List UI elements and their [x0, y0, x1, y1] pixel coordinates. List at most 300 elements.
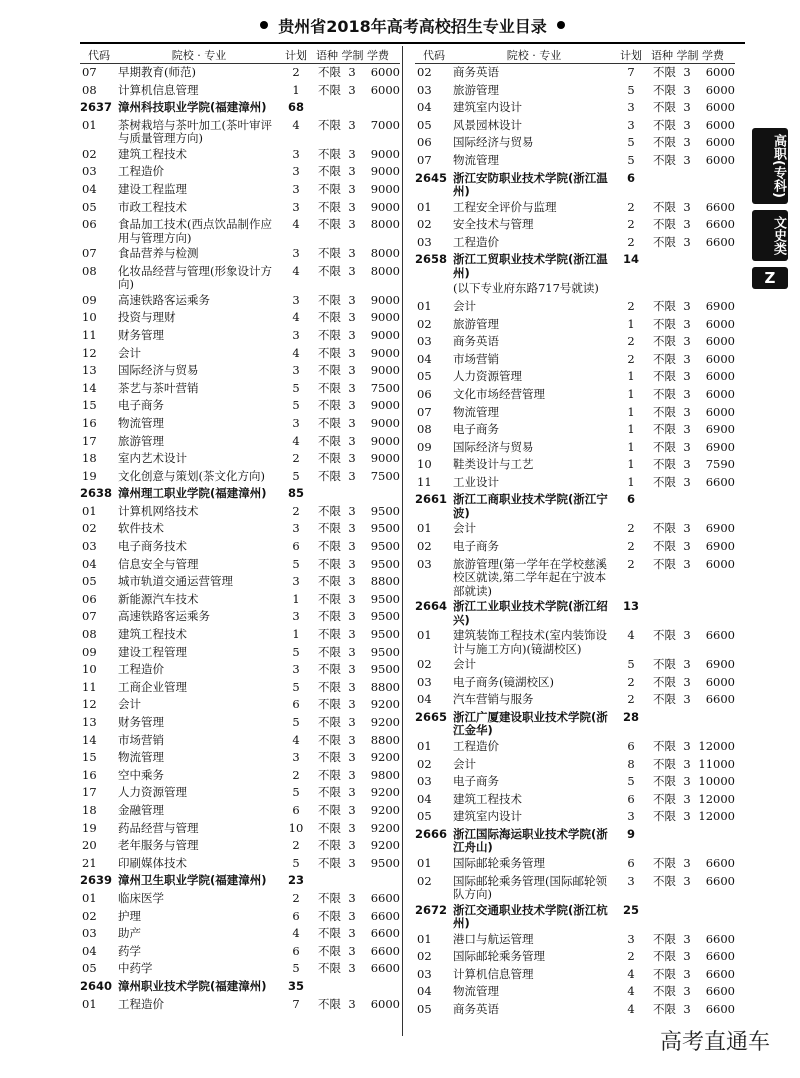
cell-fee: 8800	[370, 574, 400, 589]
cell-code: 10	[417, 457, 432, 472]
cell-plan: 23	[287, 873, 304, 888]
cell-name: 文化创意与策划(茶文化方向)	[118, 468, 265, 483]
cell-lang: 不限	[653, 931, 676, 946]
cell-plan: 2	[627, 351, 635, 366]
table-row	[80, 960, 400, 978]
table-row	[415, 333, 735, 351]
cell-name: 建设工程管理	[118, 644, 187, 659]
cell-plan: 6	[626, 492, 635, 507]
header-plan: 计划	[620, 48, 642, 62]
cell-years: 3	[683, 521, 691, 536]
cell-code: 05	[82, 199, 97, 214]
cell-years: 3	[348, 292, 356, 307]
cell-name: 国际邮轮乘务管理	[453, 855, 545, 870]
table-row	[80, 163, 400, 181]
cell-code: 2664	[415, 599, 448, 614]
cell-name: 化妆品经营与管理(形象设计方向)	[118, 263, 272, 292]
cell-plan: 5	[292, 644, 300, 659]
cell-plan: 6	[627, 855, 635, 870]
tab-vocational: 高职(专科)	[752, 128, 788, 204]
cell-years: 3	[348, 539, 356, 554]
cell-plan: 2	[627, 234, 635, 249]
table-row	[80, 573, 400, 591]
cell-fee: 6900	[705, 422, 735, 437]
cell-fee: 6600	[705, 234, 735, 249]
cell-code: 04	[417, 984, 432, 999]
table-row	[415, 756, 735, 774]
cell-lang: 不限	[653, 117, 676, 132]
cell-fee: 9200	[370, 715, 400, 729]
cell-lang: 不限	[318, 926, 341, 941]
cell-years: 3	[683, 439, 691, 454]
table-row	[80, 263, 400, 292]
cell-name: 国际经济与贸易	[453, 135, 534, 150]
cell-fee: 6600	[705, 873, 735, 888]
cell-fee: 9500	[370, 591, 400, 606]
cell-lang: 不限	[653, 439, 676, 454]
table-row	[80, 784, 400, 802]
cell-lang: 不限	[318, 65, 341, 79]
cell-fee: 6000	[705, 556, 735, 571]
cell-name: 风景园林设计	[453, 117, 522, 132]
cell-years: 3	[348, 363, 356, 378]
note-row	[415, 280, 735, 298]
header-meta: 语种 学制 学费	[651, 48, 724, 62]
cell-fee: 6900	[705, 657, 735, 672]
cell-years: 3	[683, 539, 691, 554]
cell-name: 安全技术与管理	[453, 217, 534, 232]
cell-lang: 不限	[653, 774, 676, 789]
cell-code: 14	[82, 732, 97, 747]
cell-name: 高速铁路客运乘务	[118, 292, 210, 307]
right-table-body	[415, 64, 735, 1018]
cell-lang: 不限	[653, 386, 676, 401]
cell-name: 工程造价	[118, 164, 164, 179]
cell-plan: 2	[627, 674, 635, 689]
cell-code: 03	[417, 82, 432, 97]
cell-name: 计算机网络技术	[118, 503, 199, 518]
cell-code: 12	[82, 697, 97, 712]
cell-plan: 3	[627, 809, 635, 824]
cell-plan: 3	[627, 931, 635, 946]
cell-name: 漳州卫生职业学院(福建漳州)	[118, 873, 267, 888]
cell-plan: 3	[292, 521, 300, 536]
cell-years: 3	[683, 774, 691, 789]
cell-plan: 3	[292, 164, 300, 179]
side-tabs	[752, 128, 792, 295]
cell-years: 3	[348, 662, 356, 677]
cell-plan: 6	[292, 697, 300, 712]
cell-fee: 6600	[705, 949, 735, 964]
cell-lang: 不限	[318, 732, 341, 747]
cell-code: 18	[82, 451, 97, 466]
cell-code: 19	[82, 468, 97, 483]
cell-code: 04	[82, 943, 97, 958]
cell-fee: 9500	[370, 627, 400, 642]
cell-years: 3	[683, 65, 691, 79]
table-row	[80, 433, 400, 451]
cell-lang: 不限	[318, 820, 341, 835]
cell-plan: 2	[627, 521, 635, 536]
cell-plan: 3	[627, 873, 635, 888]
cell-lang: 不限	[318, 890, 341, 905]
cell-plan: 1	[627, 422, 635, 437]
cell-years: 3	[348, 750, 356, 765]
table-row	[80, 837, 400, 855]
cell-fee: 9000	[370, 199, 400, 214]
cell-fee: 6000	[705, 152, 735, 167]
cell-name: 浙江广厦建设职业技术学院(浙江金华)	[453, 709, 608, 738]
cell-years: 3	[683, 756, 691, 771]
cell-name: 会计	[118, 697, 141, 712]
cell-code: 01	[82, 117, 97, 132]
cell-fee: 9000	[370, 327, 400, 342]
cell-plan: 4	[292, 117, 300, 132]
cell-fee: 8000	[370, 217, 400, 232]
cell-fee: 6000	[705, 674, 735, 689]
cell-years: 3	[683, 199, 691, 214]
cell-code: 07	[417, 152, 432, 167]
cell-years: 3	[348, 398, 356, 413]
cell-fee: 11000	[698, 756, 735, 771]
cell-plan: 8	[627, 756, 635, 771]
cell-years: 3	[348, 767, 356, 782]
table-row	[415, 656, 735, 674]
cell-plan: 7	[292, 996, 300, 1011]
cell-lang: 不限	[653, 756, 676, 771]
cell-lang: 不限	[653, 674, 676, 689]
cell-code: 09	[82, 292, 97, 307]
cell-name: 文化市场经营管理	[453, 386, 545, 401]
cell-name: 国际经济与贸易	[453, 439, 534, 454]
table-row	[80, 943, 400, 961]
table-row	[80, 468, 400, 486]
cell-lang: 不限	[653, 539, 676, 554]
cell-name: 旅游管理	[453, 82, 499, 97]
cell-plan: 2	[292, 767, 300, 782]
cell-fee: 6600	[705, 931, 735, 946]
cell-lang: 不限	[653, 135, 676, 150]
table-row	[80, 749, 400, 767]
table-row	[80, 767, 400, 785]
cell-name: 浙江国际海运职业技术学院(浙江舟山)	[453, 826, 608, 855]
cell-code: 05	[82, 961, 97, 976]
cell-name: 物流管理	[453, 152, 499, 167]
cell-lang: 不限	[318, 398, 341, 413]
cell-lang: 不限	[653, 474, 676, 489]
cell-code: 05	[417, 117, 432, 132]
cell-code: 21	[82, 855, 97, 870]
school-row	[415, 491, 735, 520]
cell-name: 电子商务	[453, 422, 499, 437]
cell-fee: 6000	[705, 100, 735, 115]
cell-code: 2661	[415, 492, 448, 507]
table-row	[415, 738, 735, 756]
cell-years: 3	[683, 457, 691, 472]
cell-name: 商务英语	[453, 334, 499, 349]
cell-fee: 12000	[698, 738, 735, 753]
table-row	[80, 199, 400, 217]
cell-lang: 不限	[318, 263, 341, 278]
cell-plan: 4	[292, 217, 300, 232]
cell-code: 01	[82, 503, 97, 518]
cell-years: 3	[683, 556, 691, 571]
cell-fee: 9000	[370, 292, 400, 307]
cell-code: 01	[417, 521, 432, 536]
cell-plan: 2	[292, 451, 300, 466]
cell-code: 20	[82, 838, 97, 853]
cell-code: 11	[82, 679, 97, 694]
cell-years: 3	[348, 926, 356, 941]
cell-lang: 不限	[318, 574, 341, 589]
cell-fee: 8000	[370, 263, 400, 278]
cell-name: 临床医学	[118, 890, 164, 905]
cell-fee: 9000	[370, 363, 400, 378]
cell-years: 3	[683, 234, 691, 249]
cell-lang: 不限	[318, 451, 341, 466]
cell-name: 电子商务	[453, 774, 499, 789]
school-row	[80, 978, 400, 996]
cell-years: 3	[348, 574, 356, 589]
cell-name: 汽车营销与服务	[453, 692, 534, 707]
cell-fee: 9000	[370, 310, 400, 325]
cell-name: 国际邮轮乘务管理(国际邮轮领队方向)	[453, 873, 607, 901]
cell-years: 3	[348, 627, 356, 642]
cell-fee: 9500	[370, 521, 400, 536]
table-row	[80, 362, 400, 380]
cell-fee: 7000	[370, 117, 400, 132]
table-row	[80, 216, 400, 245]
table-row	[415, 404, 735, 422]
cell-plan: 3	[292, 292, 300, 307]
table-row	[415, 234, 735, 252]
tab-liberal-arts: 文史类	[752, 210, 788, 261]
cell-lang: 不限	[318, 697, 341, 712]
cell-code: 02	[82, 521, 97, 536]
header-name: 院校 · 专业	[506, 48, 562, 62]
table-row	[415, 439, 735, 457]
cell-lang: 不限	[653, 65, 676, 79]
cell-code: 02	[417, 539, 432, 554]
cell-lang: 不限	[653, 217, 676, 232]
cell-lang: 不限	[318, 961, 341, 976]
cell-fee: 6000	[705, 316, 735, 331]
watermark: 高考直通车	[659, 1030, 770, 1055]
cell-plan: 2	[627, 217, 635, 232]
table-row	[80, 415, 400, 433]
cell-fee: 6900	[705, 439, 735, 454]
table-row	[415, 538, 735, 556]
cell-code: 12	[82, 345, 97, 360]
cell-code: 17	[82, 433, 97, 448]
cell-years: 3	[348, 996, 356, 1011]
cell-name: 会计	[453, 298, 476, 313]
cell-fee: 9200	[370, 785, 400, 800]
cell-code: 01	[417, 855, 432, 870]
cell-plan: 6	[627, 791, 635, 806]
cell-plan: 1	[627, 386, 635, 401]
cell-lang: 不限	[653, 82, 676, 97]
cell-plan: 2	[292, 890, 300, 905]
cell-plan: 6	[626, 170, 635, 185]
cell-code: 04	[82, 556, 97, 571]
cell-plan: 68	[287, 100, 304, 115]
cell-years: 3	[348, 556, 356, 571]
cell-years: 3	[348, 890, 356, 905]
cell-plan: 4	[627, 966, 635, 981]
cell-lang: 不限	[318, 539, 341, 554]
cell-lang: 不限	[318, 433, 341, 448]
table-row	[80, 520, 400, 538]
cell-code: 04	[417, 100, 432, 115]
cell-plan: 9	[626, 826, 635, 841]
cell-fee: 9000	[370, 181, 400, 196]
cell-lang: 不限	[318, 662, 341, 677]
cell-plan: 3	[292, 199, 300, 214]
cell-fee: 6600	[705, 984, 735, 999]
cell-fee: 7590	[705, 457, 735, 472]
cell-lang: 不限	[318, 327, 341, 342]
cell-fee: 9000	[370, 146, 400, 161]
cell-plan: 5	[292, 380, 300, 395]
table-row	[415, 966, 735, 984]
cell-years: 3	[683, 298, 691, 313]
cell-years: 3	[348, 117, 356, 132]
cell-years: 3	[683, 386, 691, 401]
cell-plan: 2	[627, 334, 635, 349]
cell-fee: 9500	[370, 556, 400, 571]
cell-name: 国际邮轮乘务管理	[453, 949, 545, 964]
table-row	[80, 345, 400, 363]
page-title	[80, 8, 745, 44]
cell-years: 3	[348, 263, 356, 278]
cell-years: 3	[683, 931, 691, 946]
cell-code: 03	[417, 774, 432, 789]
table-row	[80, 538, 400, 556]
cell-plan: 5	[292, 961, 300, 976]
cell-years: 3	[348, 802, 356, 817]
cell-plan: 3	[292, 609, 300, 624]
cell-code: 02	[417, 873, 432, 888]
cell-years: 3	[683, 422, 691, 437]
table-row	[415, 368, 735, 386]
cell-name: 茶艺与茶叶营销	[118, 380, 199, 395]
cell-years: 3	[683, 791, 691, 806]
cell-lang: 不限	[653, 100, 676, 115]
cell-years: 3	[348, 146, 356, 161]
cell-years: 3	[348, 345, 356, 360]
table-row	[80, 503, 400, 521]
school-row	[415, 902, 735, 931]
table-row	[80, 608, 400, 626]
cell-code: 09	[82, 644, 97, 659]
cell-fee: 6000	[705, 404, 735, 419]
cell-name: 物流管理	[453, 404, 499, 419]
cell-plan: 1	[627, 404, 635, 419]
table-row	[80, 696, 400, 714]
cell-code: 03	[417, 556, 432, 571]
school-row	[415, 598, 735, 627]
cell-years: 3	[348, 732, 356, 747]
table-row	[415, 873, 735, 902]
cell-fee: 6600	[370, 943, 400, 958]
cell-lang: 不限	[653, 199, 676, 214]
cell-code: 19	[82, 820, 97, 835]
cell-years: 3	[683, 809, 691, 824]
cell-name: 工业设计	[453, 474, 499, 489]
cell-name: 物流管理	[453, 984, 499, 999]
cell-lang: 不限	[653, 738, 676, 753]
cell-code: 15	[82, 750, 97, 765]
cell-name: 工程造价	[453, 738, 499, 753]
cell-plan: 3	[292, 662, 300, 677]
cell-fee: 9500	[370, 662, 400, 677]
cell-years: 3	[683, 474, 691, 489]
table-row	[80, 890, 400, 908]
cell-plan: 10	[288, 820, 304, 835]
cell-fee: 6600	[370, 926, 400, 941]
table-row	[80, 996, 400, 1014]
cell-name: 港口与航运管理	[453, 931, 534, 946]
cell-years: 3	[683, 966, 691, 981]
table-row	[415, 773, 735, 791]
cell-code: 2645	[415, 170, 448, 185]
cell-code: 02	[82, 146, 97, 161]
cell-name: 人力资源管理	[118, 785, 187, 800]
cell-name: 助产	[118, 926, 141, 941]
cell-name: 金融管理	[118, 802, 164, 817]
table-row	[80, 626, 400, 644]
table-row	[415, 983, 735, 1001]
cell-lang: 不限	[318, 521, 341, 536]
cell-code: 06	[417, 386, 432, 401]
cell-plan: 4	[292, 345, 300, 360]
cell-years: 3	[683, 217, 691, 232]
cell-plan: 3	[627, 117, 635, 132]
cell-code: 02	[417, 65, 432, 79]
cell-plan: 6	[292, 908, 300, 923]
cell-name: 财务管理	[118, 715, 164, 729]
cell-code: 06	[82, 217, 97, 232]
cell-plan: 3	[292, 574, 300, 589]
cell-plan: 2	[627, 692, 635, 707]
cell-fee: 6900	[705, 298, 735, 313]
cell-plan: 5	[292, 556, 300, 571]
table-row	[415, 386, 735, 404]
cell-name: 国际经济与贸易	[118, 363, 199, 378]
cell-plan: 6	[292, 802, 300, 817]
cell-name: 工程造价	[453, 234, 499, 249]
cell-fee: 9500	[370, 855, 400, 870]
cell-fee: 6600	[705, 199, 735, 214]
cell-name: 浙江交通职业技术学院(浙江杭州)	[453, 902, 608, 930]
cell-code: 08	[82, 263, 97, 278]
cell-code: 2672	[415, 902, 448, 917]
cell-years: 3	[348, 715, 356, 729]
cell-code: 07	[82, 65, 97, 79]
cell-fee: 10000	[698, 774, 735, 789]
header-plan: 计划	[285, 48, 307, 62]
cell-lang: 不限	[318, 146, 341, 161]
cell-lang: 不限	[318, 943, 341, 958]
cell-lang: 不限	[318, 199, 341, 214]
cell-fee: 8000	[370, 246, 400, 261]
cell-years: 3	[348, 65, 356, 79]
table-row	[415, 808, 735, 826]
cell-name: 建筑室内设计	[453, 100, 522, 115]
cell-fee: 6600	[705, 628, 735, 643]
table-row	[415, 691, 735, 709]
